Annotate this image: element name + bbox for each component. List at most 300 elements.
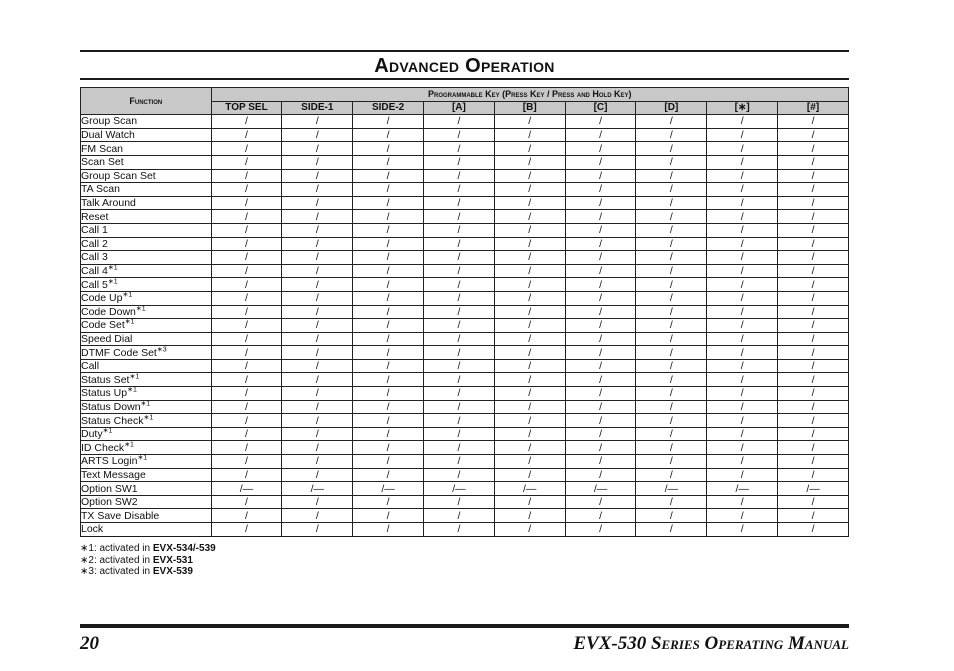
key-assignment-cell: /: [636, 196, 707, 210]
key-assignment-cell: /—: [424, 482, 495, 496]
key-assignment-cell: /: [353, 210, 424, 224]
function-name-cell: [81, 332, 212, 346]
footnote-line: [80, 566, 216, 578]
key-assignment-cell: /: [211, 427, 282, 441]
function-name: Code Up: [81, 292, 123, 305]
key-assignment-cell: /—: [707, 482, 778, 496]
key-assignment-cell: /: [282, 237, 353, 251]
function-name-cell: [81, 346, 212, 360]
key-assignment-cell: /: [494, 400, 565, 414]
key-column-header: SIDE-2: [353, 101, 424, 115]
key-assignment-cell: /: [565, 523, 636, 537]
key-assignment-cell: /: [282, 509, 353, 523]
key-assignment-cell: /: [636, 523, 707, 537]
key-assignment-cell: /: [636, 115, 707, 129]
footnotes: [80, 543, 216, 578]
key-assignment-cell: /: [707, 359, 778, 373]
function-name: Lock: [81, 523, 104, 536]
table-row: [81, 455, 849, 469]
key-assignment-cell: /: [636, 332, 707, 346]
key-assignment-cell: /: [707, 468, 778, 482]
key-assignment-cell: /: [353, 523, 424, 537]
key-assignment-cell: /: [778, 387, 849, 401]
key-assignment-cell: /: [353, 237, 424, 251]
key-assignment-cell: /: [494, 223, 565, 237]
function-name: Call 1: [81, 224, 108, 237]
function-name: Call 2: [81, 237, 108, 250]
key-assignment-cell: /: [636, 142, 707, 156]
key-assignment-cell: /: [211, 264, 282, 278]
key-assignment-cell: /: [778, 455, 849, 469]
key-assignment-cell: /: [494, 128, 565, 142]
key-assignment-cell: /: [353, 128, 424, 142]
function-name: Status Down: [81, 400, 141, 413]
key-assignment-cell: /: [778, 210, 849, 224]
key-assignment-cell: /: [494, 278, 565, 292]
key-assignment-cell: /: [565, 142, 636, 156]
function-name: Text Message: [81, 468, 146, 481]
footnote-marker: ∗1: [127, 386, 137, 394]
function-name: Reset: [81, 210, 109, 223]
function-name: Option SW2: [81, 496, 138, 509]
key-assignment-cell: /: [211, 305, 282, 319]
footnote-text: ∗3: activated in: [80, 566, 153, 577]
key-assignment-cell: /: [424, 223, 495, 237]
footnote-marker: ∗1: [122, 291, 133, 299]
key-assignment-cell: /: [211, 400, 282, 414]
key-assignment-cell: /: [636, 305, 707, 319]
function-name-cell: [81, 278, 212, 292]
key-assignment-cell: /: [778, 427, 849, 441]
key-assignment-cell: /: [707, 223, 778, 237]
key-assignment-cell: /: [494, 169, 565, 183]
key-assignment-cell: /: [424, 155, 495, 169]
key-assignment-cell: /: [707, 387, 778, 401]
key-assignment-cell: /: [778, 441, 849, 455]
key-assignment-cell: /: [211, 251, 282, 265]
table-row: [81, 196, 849, 210]
key-assignment-cell: /: [778, 291, 849, 305]
key-assignment-cell: /: [353, 468, 424, 482]
key-assignment-cell: /: [353, 169, 424, 183]
function-name-cell: [81, 414, 212, 428]
key-assignment-cell: /: [353, 183, 424, 197]
key-assignment-cell: /: [707, 509, 778, 523]
table-row: [81, 223, 849, 237]
key-assignment-cell: /: [211, 183, 282, 197]
key-assignment-cell: /: [778, 359, 849, 373]
function-name: Status Up: [81, 387, 128, 400]
key-assignment-cell: /: [565, 183, 636, 197]
table-row: [81, 359, 849, 373]
key-assignment-cell: /: [424, 427, 495, 441]
table-row: [81, 414, 849, 428]
key-assignment-cell: /: [211, 278, 282, 292]
table-row: [81, 400, 849, 414]
function-name-cell: [81, 142, 212, 156]
key-assignment-cell: /: [636, 427, 707, 441]
function-name-cell: [81, 155, 212, 169]
key-assignment-cell: /: [636, 223, 707, 237]
key-assignment-cell: /: [282, 495, 353, 509]
function-name: Status Check: [81, 414, 144, 427]
programmable-key-table: [80, 87, 849, 537]
key-assignment-cell: /: [636, 468, 707, 482]
key-assignment-cell: /: [707, 523, 778, 537]
key-assignment-cell: /: [424, 455, 495, 469]
key-column-header: TOP SEL: [211, 101, 282, 115]
key-assignment-cell: /: [424, 305, 495, 319]
key-assignment-cell: /: [353, 319, 424, 333]
function-name-cell: [81, 264, 212, 278]
key-assignment-cell: /: [494, 115, 565, 129]
key-assignment-cell: /: [565, 455, 636, 469]
table-row: [81, 264, 849, 278]
key-assignment-cell: /: [565, 400, 636, 414]
key-column-header: [A]: [424, 101, 495, 115]
key-assignment-cell: /: [353, 414, 424, 428]
key-assignment-cell: /: [778, 183, 849, 197]
key-assignment-cell: /: [494, 455, 565, 469]
key-assignment-cell: /: [494, 305, 565, 319]
key-assignment-cell: /: [636, 278, 707, 292]
key-assignment-cell: /: [636, 155, 707, 169]
table-row: [81, 373, 849, 387]
key-assignment-cell: /: [636, 183, 707, 197]
key-assignment-cell: /: [353, 155, 424, 169]
key-assignment-cell: /: [494, 523, 565, 537]
key-assignment-cell: /: [282, 128, 353, 142]
key-assignment-cell: /: [494, 264, 565, 278]
function-name-cell: [81, 319, 212, 333]
function-name-cell: [81, 305, 212, 319]
key-assignment-cell: /: [282, 115, 353, 129]
key-assignment-cell: /: [353, 495, 424, 509]
key-assignment-cell: /: [636, 455, 707, 469]
table-bottom-rule: [80, 536, 849, 537]
function-name: TX Save Disable: [81, 509, 160, 522]
key-assignment-cell: /: [565, 115, 636, 129]
key-assignment-cell: /: [282, 359, 353, 373]
footnote-marker: ∗1: [140, 400, 151, 408]
key-assignment-cell: /: [778, 523, 849, 537]
function-column-header: Function: [81, 88, 212, 115]
footnote-marker: ∗1: [124, 318, 135, 326]
key-assignment-cell: /: [494, 332, 565, 346]
function-name-cell: [81, 196, 212, 210]
function-name-cell: [81, 387, 212, 401]
key-assignment-cell: /: [636, 210, 707, 224]
key-assignment-cell: /: [353, 278, 424, 292]
key-column-header: [C]: [565, 101, 636, 115]
key-assignment-cell: /: [353, 427, 424, 441]
key-assignment-cell: /: [211, 346, 282, 360]
function-name-cell: [81, 482, 212, 496]
key-assignment-cell: /: [353, 400, 424, 414]
key-assignment-cell: /: [707, 414, 778, 428]
footnote-marker: ∗1: [124, 441, 134, 449]
key-assignment-cell: /: [424, 169, 495, 183]
key-assignment-cell: /: [353, 441, 424, 455]
key-assignment-cell: /: [282, 142, 353, 156]
key-assignment-cell: /: [211, 237, 282, 251]
key-assignment-cell: /: [282, 305, 353, 319]
key-assignment-cell: /: [494, 373, 565, 387]
function-name-cell: [81, 115, 212, 129]
table-row: [81, 495, 849, 509]
key-assignment-cell: /: [565, 196, 636, 210]
table-row: [81, 346, 849, 360]
key-assignment-cell: /: [424, 373, 495, 387]
key-assignment-cell: /: [424, 509, 495, 523]
footnote-text: ∗2: activated in: [80, 554, 153, 566]
footnote-text: ∗1: activated in: [80, 543, 153, 554]
key-assignment-cell: /: [707, 237, 778, 251]
function-name: Scan Set: [81, 156, 124, 169]
key-assignment-cell: /: [353, 346, 424, 360]
footnote-marker: ∗1: [143, 414, 154, 422]
key-assignment-cell: /: [565, 223, 636, 237]
key-assignment-cell: /: [424, 278, 495, 292]
key-assignment-cell: /: [778, 346, 849, 360]
table-row: [81, 169, 849, 183]
key-assignment-cell: /: [353, 115, 424, 129]
key-assignment-cell: /: [211, 359, 282, 373]
key-assignment-cell: /: [778, 278, 849, 292]
footer-rule: [80, 624, 849, 628]
key-assignment-cell: /: [778, 155, 849, 169]
key-assignment-cell: /—: [211, 482, 282, 496]
function-name: Option SW1: [81, 482, 138, 495]
key-assignment-cell: /: [211, 169, 282, 183]
key-assignment-cell: /: [424, 115, 495, 129]
function-name: Call: [81, 360, 100, 373]
table-row: [81, 305, 849, 319]
key-column-header: [∗]: [707, 101, 778, 115]
function-name: Call 3: [81, 251, 108, 264]
table-row: [81, 427, 849, 441]
key-assignment-cell: /: [778, 142, 849, 156]
key-assignment-cell: /: [494, 509, 565, 523]
key-assignment-cell: /: [778, 223, 849, 237]
footnote-model: EVX-534/-539: [152, 543, 216, 554]
table-row: [81, 183, 849, 197]
table-row: [81, 509, 849, 523]
programmable-key-group-header: Programmable Key (Press Key / Press and Hold Key): [211, 88, 848, 102]
table-row: [81, 278, 849, 292]
key-assignment-cell: /: [565, 346, 636, 360]
key-assignment-cell: /: [636, 169, 707, 183]
key-assignment-cell: /: [636, 441, 707, 455]
key-assignment-cell: /: [778, 196, 849, 210]
key-assignment-cell: /: [494, 468, 565, 482]
key-assignment-cell: /: [353, 251, 424, 265]
key-assignment-cell: /: [707, 441, 778, 455]
table-row: [81, 237, 849, 251]
key-assignment-cell: /: [778, 128, 849, 142]
key-assignment-cell: /: [636, 400, 707, 414]
function-name: Talk Around: [81, 197, 136, 210]
function-name: Dual Watch: [81, 129, 135, 142]
key-assignment-cell: /: [494, 319, 565, 333]
key-assignment-cell: /: [424, 414, 495, 428]
key-assignment-cell: /: [211, 387, 282, 401]
key-assignment-cell: /: [707, 278, 778, 292]
key-assignment-cell: /: [424, 210, 495, 224]
key-assignment-cell: /: [211, 223, 282, 237]
key-assignment-cell: /—: [494, 482, 565, 496]
key-assignment-cell: /: [353, 373, 424, 387]
key-assignment-cell: /: [424, 183, 495, 197]
key-assignment-cell: /: [494, 441, 565, 455]
key-assignment-cell: /: [211, 115, 282, 129]
key-assignment-cell: /: [424, 400, 495, 414]
key-assignment-cell: /: [778, 115, 849, 129]
table-row: [81, 332, 849, 346]
key-assignment-cell: /: [636, 237, 707, 251]
key-assignment-cell: /: [707, 115, 778, 129]
footnote-marker: ∗1: [107, 278, 118, 286]
function-name: Status Set: [81, 373, 130, 386]
key-assignment-cell: /: [353, 305, 424, 319]
key-assignment-cell: /: [282, 264, 353, 278]
key-assignment-cell: /: [636, 509, 707, 523]
key-assignment-cell: /: [636, 359, 707, 373]
footnote-marker: ∗1: [129, 373, 140, 381]
key-assignment-cell: /: [494, 387, 565, 401]
function-name: FM Scan: [81, 142, 124, 155]
footnote-marker: ∗1: [107, 264, 118, 272]
key-assignment-cell: /: [707, 210, 778, 224]
key-assignment-cell: /: [565, 210, 636, 224]
key-assignment-cell: /: [282, 169, 353, 183]
key-assignment-cell: /: [494, 142, 565, 156]
table-row: [81, 468, 849, 482]
key-assignment-cell: /: [494, 346, 565, 360]
table-row: [81, 387, 849, 401]
function-name-cell: [81, 128, 212, 142]
key-assignment-cell: /—: [353, 482, 424, 496]
key-assignment-cell: /: [211, 142, 282, 156]
function-name-cell: [81, 495, 212, 509]
key-assignment-cell: /: [565, 387, 636, 401]
table-row: [81, 441, 849, 455]
key-assignment-cell: /: [211, 414, 282, 428]
key-assignment-cell: /: [707, 305, 778, 319]
function-name: ID Check: [81, 441, 125, 454]
key-assignment-cell: /: [636, 264, 707, 278]
key-assignment-cell: /: [707, 128, 778, 142]
key-assignment-cell: /: [211, 495, 282, 509]
function-name-cell: [81, 169, 212, 183]
key-assignment-cell: /: [707, 319, 778, 333]
key-assignment-cell: /: [565, 427, 636, 441]
key-assignment-cell: /: [494, 427, 565, 441]
key-assignment-cell: /: [565, 359, 636, 373]
key-assignment-cell: /: [282, 400, 353, 414]
key-assignment-cell: /: [565, 332, 636, 346]
key-assignment-cell: /: [211, 291, 282, 305]
key-assignment-cell: /: [211, 128, 282, 142]
key-assignment-cell: /: [636, 373, 707, 387]
function-name-cell: [81, 468, 212, 482]
key-assignment-cell: /: [353, 387, 424, 401]
function-name-cell: [81, 441, 212, 455]
key-assignment-cell: /: [211, 373, 282, 387]
key-assignment-cell: /: [211, 332, 282, 346]
table-row: [81, 115, 849, 129]
function-name-cell: [81, 455, 212, 469]
key-assignment-cell: /: [565, 251, 636, 265]
key-assignment-cell: /: [636, 251, 707, 265]
key-assignment-cell: /: [565, 128, 636, 142]
key-assignment-cell: /: [353, 196, 424, 210]
key-assignment-cell: /: [494, 237, 565, 251]
key-assignment-cell: /: [565, 305, 636, 319]
key-assignment-cell: /: [565, 291, 636, 305]
manual-title: EVX-530 Series Operating Manual: [573, 633, 849, 654]
key-assignment-cell: /: [353, 291, 424, 305]
key-assignment-cell: /: [424, 196, 495, 210]
function-name: Group Scan Set: [81, 169, 156, 182]
key-assignment-cell: /: [211, 455, 282, 469]
footnote-marker: ∗1: [137, 454, 148, 462]
footnote-marker: ∗1: [102, 427, 113, 435]
table-row: [81, 523, 849, 537]
function-name-cell: [81, 251, 212, 265]
key-assignment-cell: /: [211, 210, 282, 224]
key-assignment-cell: /: [424, 523, 495, 537]
key-assignment-cell: /: [282, 441, 353, 455]
function-name-cell: [81, 427, 212, 441]
key-assignment-cell: /: [494, 155, 565, 169]
key-assignment-cell: /: [424, 319, 495, 333]
key-assignment-cell: /: [282, 155, 353, 169]
key-assignment-cell: /: [353, 509, 424, 523]
key-assignment-cell: /: [353, 455, 424, 469]
key-assignment-cell: /: [636, 128, 707, 142]
key-assignment-cell: /: [353, 142, 424, 156]
function-name-cell: [81, 210, 212, 224]
function-name: Group Scan: [81, 115, 138, 128]
key-assignment-cell: /: [565, 319, 636, 333]
table-row: [81, 319, 849, 333]
key-assignment-cell: /: [636, 495, 707, 509]
key-assignment-cell: /: [211, 523, 282, 537]
key-assignment-cell: /: [282, 455, 353, 469]
key-assignment-cell: /: [211, 468, 282, 482]
key-assignment-cell: /: [494, 414, 565, 428]
function-name: TA Scan: [81, 183, 120, 196]
key-assignment-cell: /: [707, 291, 778, 305]
key-assignment-cell: /—: [282, 482, 353, 496]
key-assignment-cell: /: [282, 291, 353, 305]
key-column-header: [D]: [636, 101, 707, 115]
key-assignment-cell: /: [778, 373, 849, 387]
function-name-cell: [81, 523, 212, 537]
footnote-marker: ∗1: [135, 305, 146, 313]
key-assignment-cell: /: [494, 210, 565, 224]
key-assignment-cell: /: [282, 319, 353, 333]
key-assignment-cell: /: [565, 264, 636, 278]
key-assignment-cell: /: [778, 400, 849, 414]
key-assignment-cell: /: [211, 155, 282, 169]
key-assignment-cell: /: [778, 169, 849, 183]
footnote-model: EVX-531: [152, 554, 193, 566]
table-row: [81, 210, 849, 224]
key-assignment-cell: /—: [636, 482, 707, 496]
key-assignment-cell: /: [211, 509, 282, 523]
